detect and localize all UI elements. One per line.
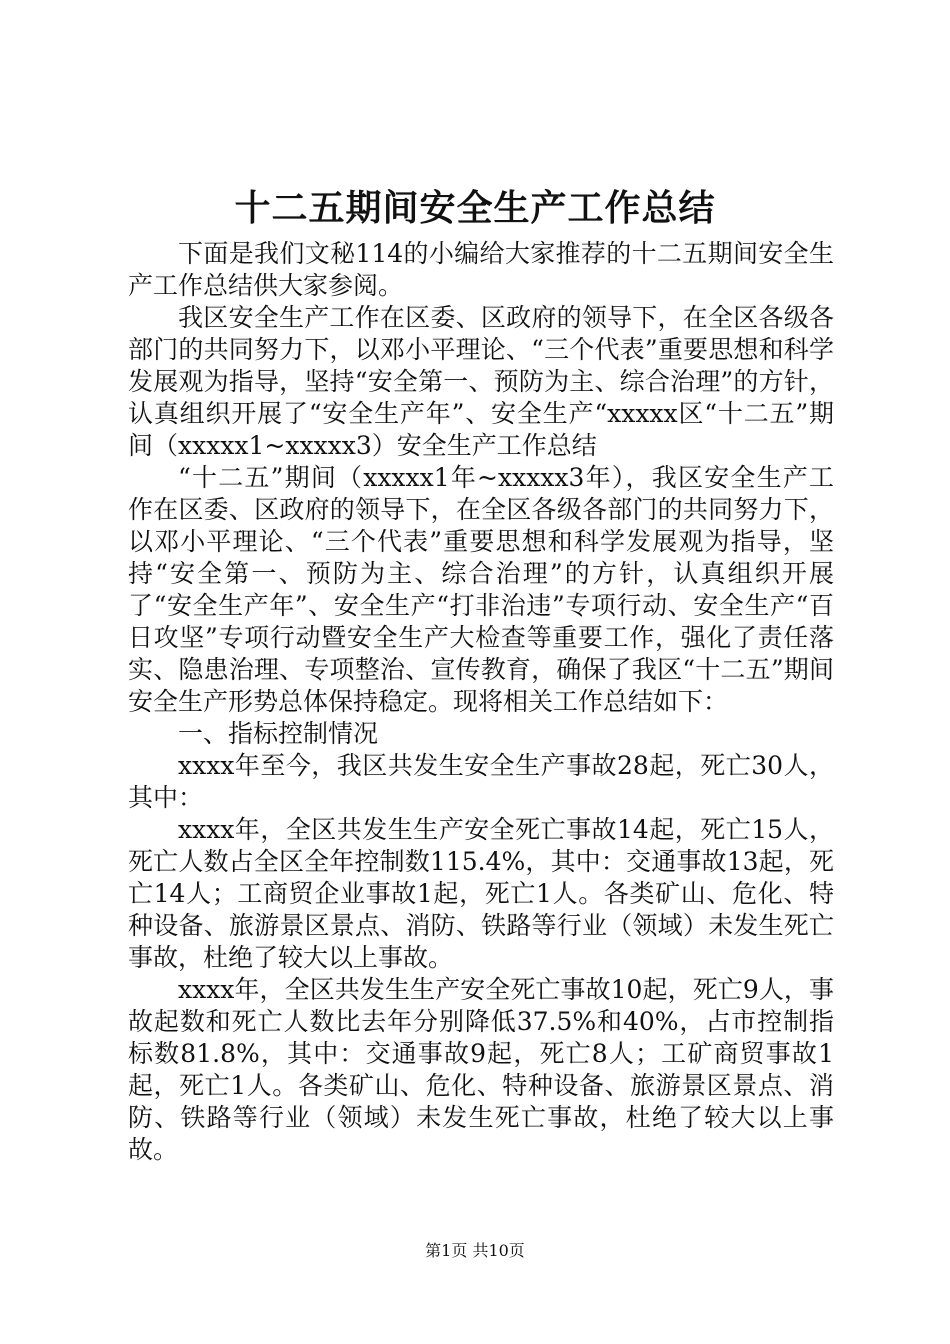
summary-paragraph: 我区安全生产工作在区委、区政府的领导下，在全区各级各部门的共同努力下，以邓小平理论、“三个代表”重要思想和科学发展观为指导，坚持“安全第一、预防为主、综合治理”的方针，认真组织开展了“安全生产年”、安全生产“xxxxx区“十二五”期间（xxxxx1~xxxxx3）安全生产工作总结 [128, 303, 834, 460]
accident-total-paragraph: xxxx年至今，我区共发生安全生产事故28起，死亡30人，其中： [128, 751, 834, 812]
document-body [128, 238, 834, 1166]
section-heading: 一、指标控制情况 [178, 719, 379, 748]
intro-paragraph: 下面是我们文秘114的小编给大家推荐的十二五期间安全生产工作总结供大家参阅。 [128, 239, 834, 300]
overview-paragraph: “十二五”期间（xxxxx1年~xxxxx3年），我区安全生产工作在区委、区政府的领导下，在全区各级各部门的共同努力下，以邓小平理论、“三个代表”重要思想和科学发展观为指导，坚持“安全第一、预防为主、综合治理”的方针，认真组织开展了“安全生产年”、安全生产“打非治违”专项行动、安全生产“百日攻坚”专项行动暨安全生产大检查等重要工作，强化了责任落实、隐患治理、专项整治、宣传教育，确保了我区“十二五”期间安全生产形势总体保持稳定。现将相关工作总结如下： [128, 463, 834, 716]
year-one-paragraph: xxxx年，全区共发生生产安全死亡事故14起，死亡15人，死亡人数占全区全年控制数115.4%，其中：交通事故13起，死亡14人；工商贸企业事故1起，死亡1人。各类矿山、危化、特种设备、旅游景区景点、消防、铁路等行业（领域）未发生死亡事故，杜绝了较大以上事故。 [128, 815, 834, 972]
document-title: 十二五期间安全生产工作总结 [234, 187, 716, 229]
year-two-paragraph: xxxx年，全区共发生生产安全死亡事故10起，死亡9人，事故起数和死亡人数比去年分别降低37.5%和40%，占市控制指标数81.8%，其中：交通事故9起，死亡8人；工矿商贸事故1起，死亡1人。各类矿山、危化、特种设备、旅游景区景点、消防、铁路等行业（领域）未发生死亡事故，杜绝了较大以上事故。 [128, 975, 834, 1164]
page-number: 第1页 共10页 [425, 1241, 525, 1260]
